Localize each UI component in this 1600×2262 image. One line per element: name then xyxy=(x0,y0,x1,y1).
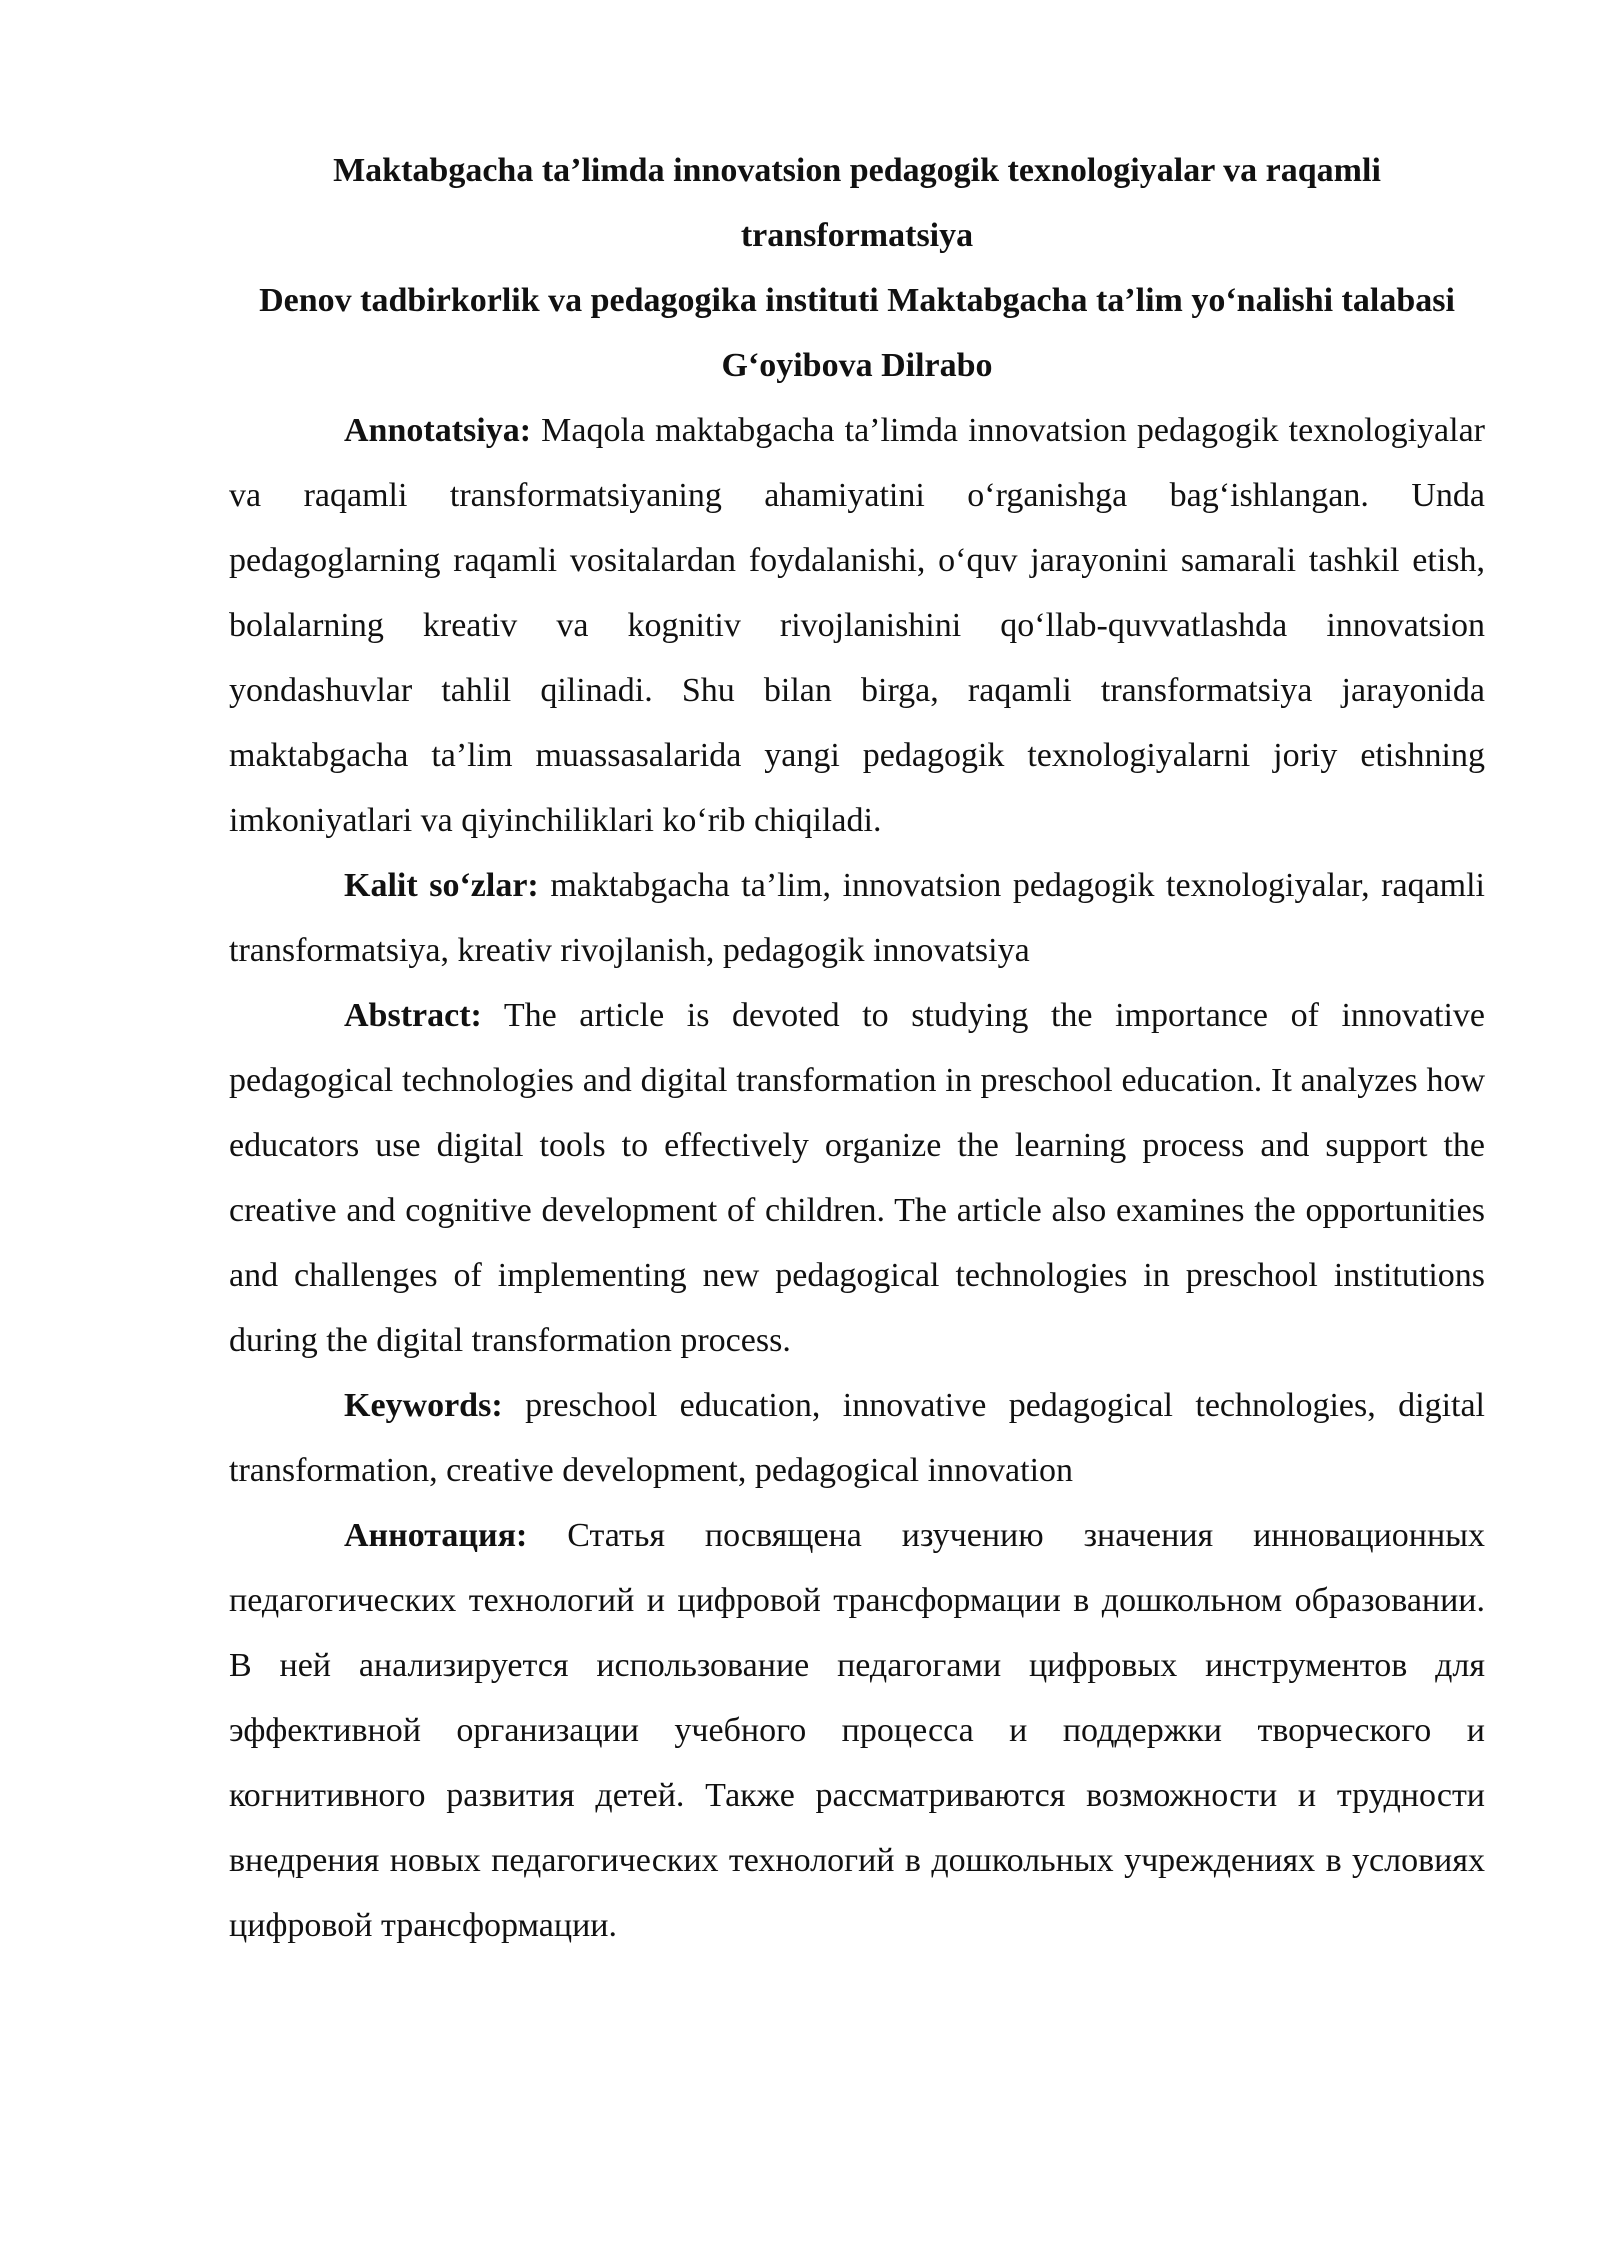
abstract-en-label: Abstract: xyxy=(344,997,482,1034)
annotation-ru xyxy=(229,1503,1485,1958)
keywords-en xyxy=(229,1373,1485,1503)
keywords-uz xyxy=(229,853,1485,983)
abstract-en-text: The article is devoted to studying the importance of innovative pedagogical technologies and digital transformation in preschool education. It analyzes how educators use digital tools to effectively organize the learning process and support the creative and cognitive development of children. The article also examines the opportunities and challenges of implementing new pedagogical technologies in preschool institutions during the digital transformation process. xyxy=(229,997,1485,1359)
author-affiliation: Denov tadbirkorlik va pedagogika instituti Maktabgacha ta’lim yo‘nalishi talabasi G‘oyibova Dilrabo xyxy=(259,282,1455,384)
annotation-uz xyxy=(229,398,1485,853)
abstract-en xyxy=(229,983,1485,1373)
annotation-ru-text: Статья посвящена изучению значения инновационных педагогических технологий и цифровой трансформации в дошкольном образовании. В ней анализируется использование педагогами цифровых инструментов для эффективной организации учебного процесса и поддержки творческого и когнитивного развития детей. Также рассматриваются возможности и трудности внедрения новых педагогических технологий в дошкольных учреждениях в условиях цифровой трансформации. xyxy=(229,1517,1486,1944)
keywords-uz-text: maktabgacha ta’lim, innovatsion pedagogik texnologiyalar, raqamli transformatsiya, kreativ rivojlanish, pedagogik innovatsiya xyxy=(229,867,1486,969)
keywords-en-label: Keywords: xyxy=(344,1387,503,1424)
keywords-uz-label: Kalit so‘zlar: xyxy=(344,867,539,904)
annotation-ru-label: Аннотация: xyxy=(344,1517,528,1554)
annotation-uz-text: Maqola maktabgacha ta’limda innovatsion pedagogik texnologiyalar va raqamli transformatsiyaning ahamiyatini o‘rganishga bag‘ishlangan. Unda pedagoglarning raqamli vositalardan foydalanishi, o‘quv jarayonini samarali tashkil etish, bolalarning kreativ va kognitiv rivojlanishini qo‘llab-quvvatlashda innovatsion yondashuvlar tahlil qilinadi. Shu bilan birga, raqamli transformatsiya jarayonida maktabgacha ta’lim muassasalarida yangi pedagogik texnologiyalarni joriy etishning imkoniyatlari va qiyinchiliklari ko‘rib chiqiladi. xyxy=(229,412,1485,839)
document-page xyxy=(229,138,1485,1958)
annotation-uz-label: Annotatsiya: xyxy=(344,412,532,449)
paper-title: Maktabgacha ta’limda innovatsion pedagogik texnologiyalar va raqamli transformatsiya xyxy=(333,152,1381,254)
keywords-en-text: preschool education, innovative pedagogical technologies, digital transformation, creative development, pedagogical innovation xyxy=(229,1387,1486,1489)
